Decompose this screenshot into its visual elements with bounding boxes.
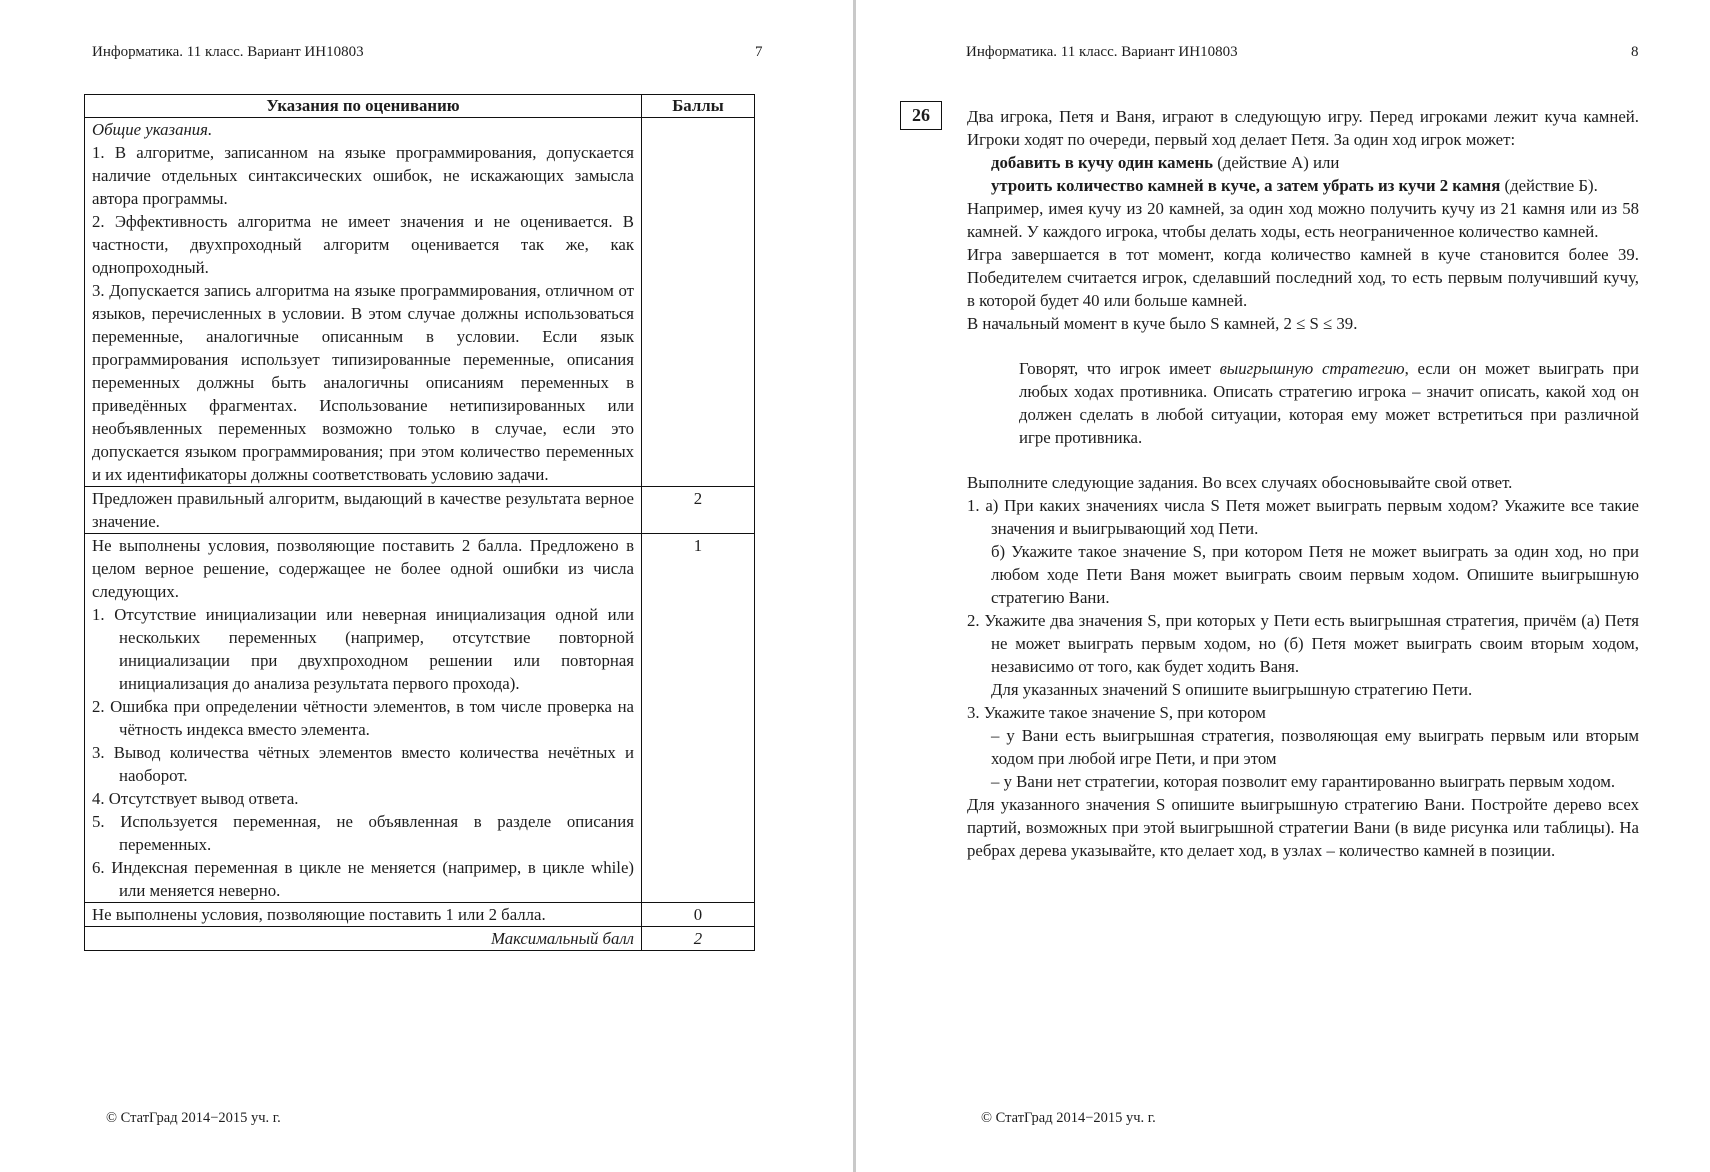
move-b-rest: (действие Б). xyxy=(1500,176,1598,195)
score-2-points: 2 xyxy=(642,487,755,534)
strategy-definition xyxy=(1019,357,1639,449)
general-item: 1. В алгоритме, записанном на языке программирования, допускается наличие отдельных синтаксических ошибок, не искажающих замысла автора программы. xyxy=(92,143,634,208)
error-item: 6. Индексная переменная в цикле не меняется (например, в цикле while) или меняется неверно. xyxy=(92,858,634,900)
move-b xyxy=(967,174,1639,197)
max-score-points: 2 xyxy=(642,927,755,951)
score-1-intro: Не выполнены условия, позволяющие поставить 2 балла. Предложено в целом верное решение, содержащее не более одной ошибки из числа следующих. xyxy=(92,536,634,601)
error-item: 5. Используется переменная, не объявленная в разделе описания переменных. xyxy=(92,812,634,854)
error-item: 1. Отсутствие инициализации или неверная инициализация одной или нескольких переменных (например, отсутствие повторной инициализации при двухпроходном решении или повторная инициализация до анализа результата первого прохода). xyxy=(92,605,634,693)
task-number-box: 26 xyxy=(900,101,942,130)
score-0-row xyxy=(85,903,755,927)
page-header: Информатика. 11 класс. Вариант ИН10803 xyxy=(92,44,364,60)
general-instructions-row xyxy=(85,118,755,487)
final-task: Для указанного значения S опишите выигрышную стратегию Вани. Постройте дерево всех партий, возможных при этой выигрышной стратегии Вани (в виде рисунка или таблицы). На ребрах дерева указывайте, кто делает ход, в узлах – количество камней в позиции. xyxy=(967,795,1639,860)
grading-table xyxy=(84,94,755,951)
table-header-row xyxy=(85,95,755,118)
page-number: 7 xyxy=(755,44,763,60)
task-26-text xyxy=(967,105,1639,862)
score-2-criteria: Предложен правильный алгоритм, выдающий в качестве результата верное значение. xyxy=(85,487,642,534)
score-2-row xyxy=(85,487,755,534)
general-instructions-cell xyxy=(85,118,642,487)
col-criteria-header: Указания по оцениванию xyxy=(85,95,642,118)
question-2-strategy: Для указанных значений S опишите выигрышную стратегию Пети. xyxy=(991,680,1473,699)
error-item: 4. Отсутствует вывод ответа. xyxy=(92,789,299,808)
max-score-label: Максимальный балл xyxy=(85,927,642,951)
page-footer: © СтатГрад 2014−2015 уч. г. xyxy=(981,1110,1156,1126)
end-rule-paragraph: Игра завершается в тот момент, когда количество камней в куче становится более 39. Победителем считается игрок, сделавший последний ход, то есть первым получивший кучу, в которой будет 40 или больше камней. xyxy=(967,245,1639,310)
strategy-text-2: , если он может выиграть при любых ходах противника. Описать стратегию игрока – значит описать, какой ход он должен сделать в любой ситуации, которая ему может встретиться при различной игре противника. xyxy=(1019,359,1639,447)
question-1b: б) Укажите такое значение S, при котором Петя не может выиграть за один ход, но при любом ходе Пети Ваня может выиграть своим первым ходом. Опишите выигрышную стратегию Вани. xyxy=(991,542,1639,607)
max-score-row xyxy=(85,927,755,951)
example-paragraph: Например, имея кучу из 20 камней, за один ход можно получить кучу из 21 камня или из 58 камней. У каждого игрока, чтобы делать ходы, есть неограниченное количество камней. xyxy=(967,199,1639,241)
score-1-points: 1 xyxy=(642,534,755,903)
question-1a: 1. а) При каких значениях числа S Петя может выиграть первым ходом? Укажите все такие значения и выигрывающий ход Пети. xyxy=(967,496,1639,538)
page-header: Информатика. 11 класс. Вариант ИН10803 xyxy=(966,44,1238,60)
move-a-bold: добавить в кучу один камень xyxy=(991,153,1213,172)
score-1-criteria xyxy=(85,534,642,903)
general-item: 3. Допускается запись алгоритма на языке программирования, отличном от языков, перечисленных в условии. В этом случае должны использоваться переменные, аналогичные описанным в условии. Если язык программирования использует типизированные переменные, описания переменных должны быть аналогичны описаниям переменных в приведённых фрагментах. Использование нетипизированных или необъявленных переменных возможно только в случае, если это допускается языком программирования; при этом количество переменных и их идентификаторы должны соответствовать условию задачи. xyxy=(92,281,634,484)
score-1-row xyxy=(85,534,755,903)
page-number: 8 xyxy=(1631,44,1639,60)
score-0-criteria: Не выполнены условия, позволяющие поставить 1 или 2 балла. xyxy=(85,903,642,927)
error-item: 2. Ошибка при определении чётности элементов, в том числе проверка на чётность индекса вместо элемента. xyxy=(92,697,634,739)
strategy-text-1: Говорят, что игрок имеет xyxy=(1019,359,1220,378)
general-item: 2. Эффективность алгоритма не имеет значения и не оценивается. В частности, двухпроходный алгоритм оценивается так же, как однопроходный. xyxy=(92,212,634,277)
col-points-header: Баллы xyxy=(642,95,755,118)
move-a-rest: (действие А) или xyxy=(1213,153,1340,172)
instruction: Выполните следующие задания. Во всех случаях обосновывайте свой ответ. xyxy=(967,473,1513,492)
task-intro: Два игрока, Петя и Ваня, играют в следующую игру. Перед игроками лежит куча камней. Игроки ходят по очереди, первый ход делает Петя. За один ход игрок может: xyxy=(967,107,1639,149)
left-page xyxy=(0,0,853,1172)
error-item: 3. Вывод количества чётных элементов вместо количества нечётных и наоборот. xyxy=(92,743,634,785)
question-3: 3. Укажите такое значение S, при котором xyxy=(967,703,1266,722)
move-a xyxy=(967,151,1639,174)
strategy-term: выигрышную стратегию xyxy=(1219,359,1405,378)
move-b-bold: утроить количество камней в куче, а затем убрать из кучи 2 камня xyxy=(991,176,1501,195)
empty-points-cell xyxy=(642,118,755,487)
initial-state: В начальный момент в куче было S камней, 2 ≤ S ≤ 39. xyxy=(967,314,1358,333)
general-instructions-title: Общие указания. xyxy=(92,120,213,139)
question-3b: – у Вани нет стратегии, которая позволит ему гарантированно выиграть первым ходом. xyxy=(991,772,1616,791)
score-0-points: 0 xyxy=(642,903,755,927)
question-3a: – у Вани есть выигрышная стратегия, позволяющая ему выиграть первым или вторым ходом при любой игре Пети, и при этом xyxy=(991,726,1639,768)
page-footer: © СтатГрад 2014−2015 уч. г. xyxy=(106,1110,281,1126)
page-divider xyxy=(853,0,856,1172)
question-2: 2. Укажите два значения S, при которых у Пети есть выигрышная стратегия, причём (а) Петя не может выиграть первым ходом, но (б) Петя может выиграть своим вторым ходом, независимо от того, как будет ходить Ваня. xyxy=(967,611,1639,676)
